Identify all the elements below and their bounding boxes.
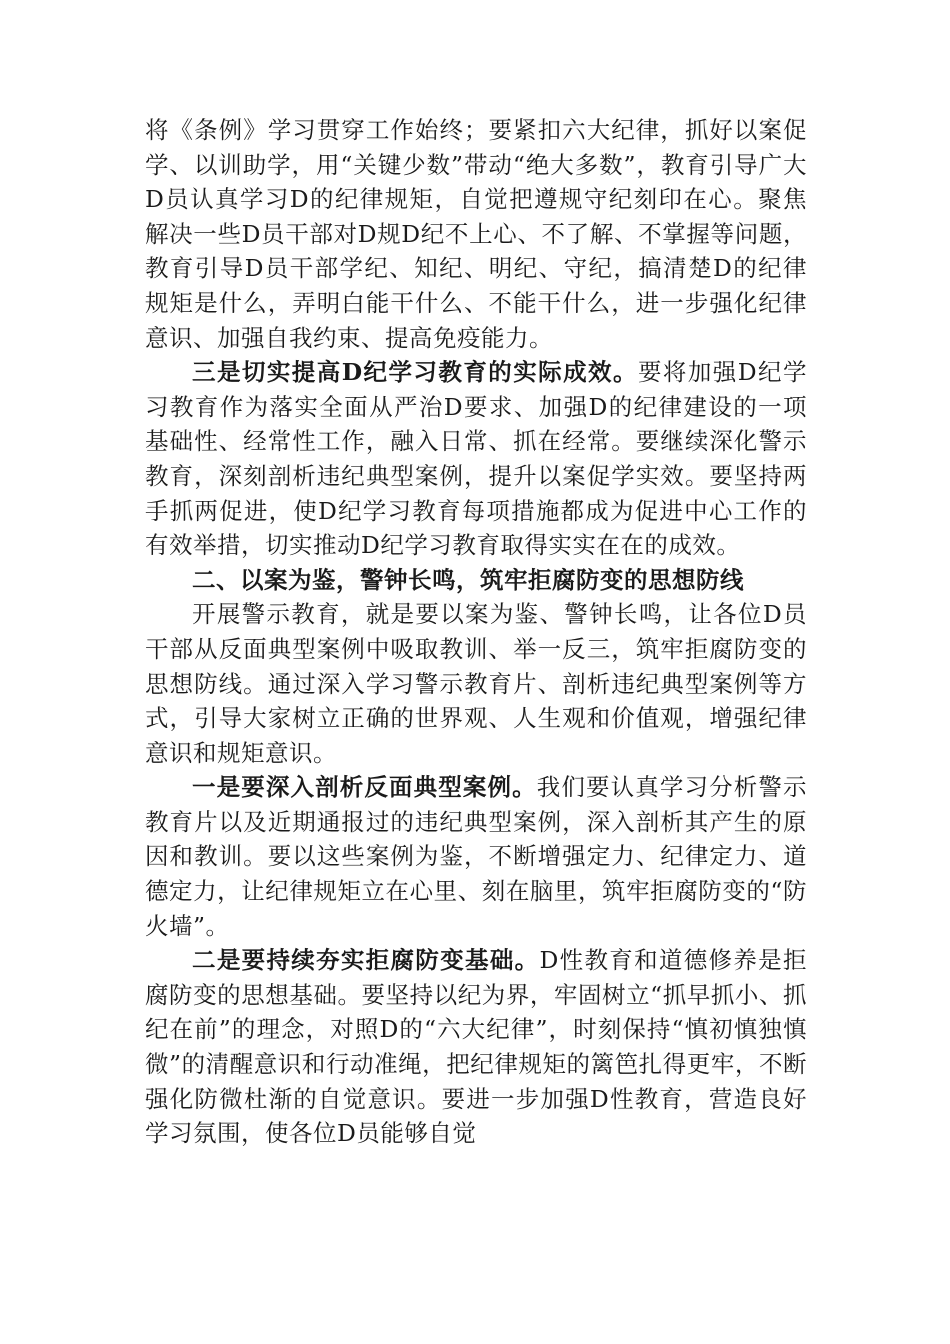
- paragraph-point-two: [145, 943, 807, 1151]
- paragraph-continued: [145, 113, 807, 355]
- document-body: [145, 113, 807, 1151]
- paragraph-text: 开展警示教育，就是要以案为鉴、警钟长鸣，让各位D员干部从反面典型案例中吸取教训、举一反三，筑牢拒腐防变的思想防线。通过深入学习警示教育片、剖析违纪典型案例等方式，引导大家树立正确的世界观、人生观和价值观，增强纪律意识和规矩意识。: [145, 600, 807, 767]
- paragraph-lead: 三是切实提高D纪学习教育的实际成效。: [192, 358, 638, 387]
- paragraph-text: 我们要认真学习分析警示教育片以及近期通报过的违纪典型案例，深入剖析其产生的原因和教训。要以这些案例为鉴，不断增强定力、纪律定力、道德定力，让纪律规矩立在心里、刻在脑里，筑牢拒腐防变的“防火墙”。: [145, 773, 807, 940]
- paragraph-text: 要将加强D纪学习教育作为落实全面从严治D要求、加强D的纪律建设的一项基础性、经常性工作，融入日常、抓在经常。要继续深化警示教育，深刻剖析违纪典型案例，提升以案促学实效。要坚持两手抓两促进，使D纪学习教育每项措施都成为促进中心工作的有效举措，切实推动D纪学习教育取得实实在在的成效。: [145, 358, 807, 560]
- paragraph-lead: 二是要持续夯实拒腐防变基础。: [192, 946, 540, 975]
- paragraph-text: 将《条例》学习贯穿工作始终；要紧扣六大纪律，抓好以案促学、以训助学，用“关键少数”带动“绝大多数”，教育引导广大D员认真学习D的纪律规矩，自觉把遵规守纪刻印在心。聚焦解决一些D员干部对D规D纪不上心、不了解、不掌握等问题，教育引导D员干部学纪、知纪、明纪、守纪，搞清楚D的纪律规矩是什么，弄明白能干什么、不能干什么，进一步强化纪律意识、加强自我约束、提高免疫能力。: [145, 116, 807, 352]
- paragraph-section-intro: [145, 597, 807, 770]
- paragraph-point-one: [145, 770, 807, 943]
- paragraph-lead: 一是要深入剖析反面典型案例。: [192, 773, 537, 802]
- paragraph-text: D性教育和道德修养是拒腐防变的思想基础。要坚持以纪为界，牢固树立“抓早抓小、抓纪在前”的理念，对照D的“六大纪律”，时刻保持“慎初慎独慎微”的清醒意识和行动准绳，把纪律规矩的篱笆扎得更牢，不断强化防微杜渐的自觉意识。要进一步加强D性教育，营造良好学习氛围，使各位D员能够自觉: [145, 946, 807, 1148]
- section-heading: 二、以案为鉴，警钟长鸣，筑牢拒腐防变的思想防线: [192, 565, 744, 594]
- paragraph-point-three: [145, 355, 807, 563]
